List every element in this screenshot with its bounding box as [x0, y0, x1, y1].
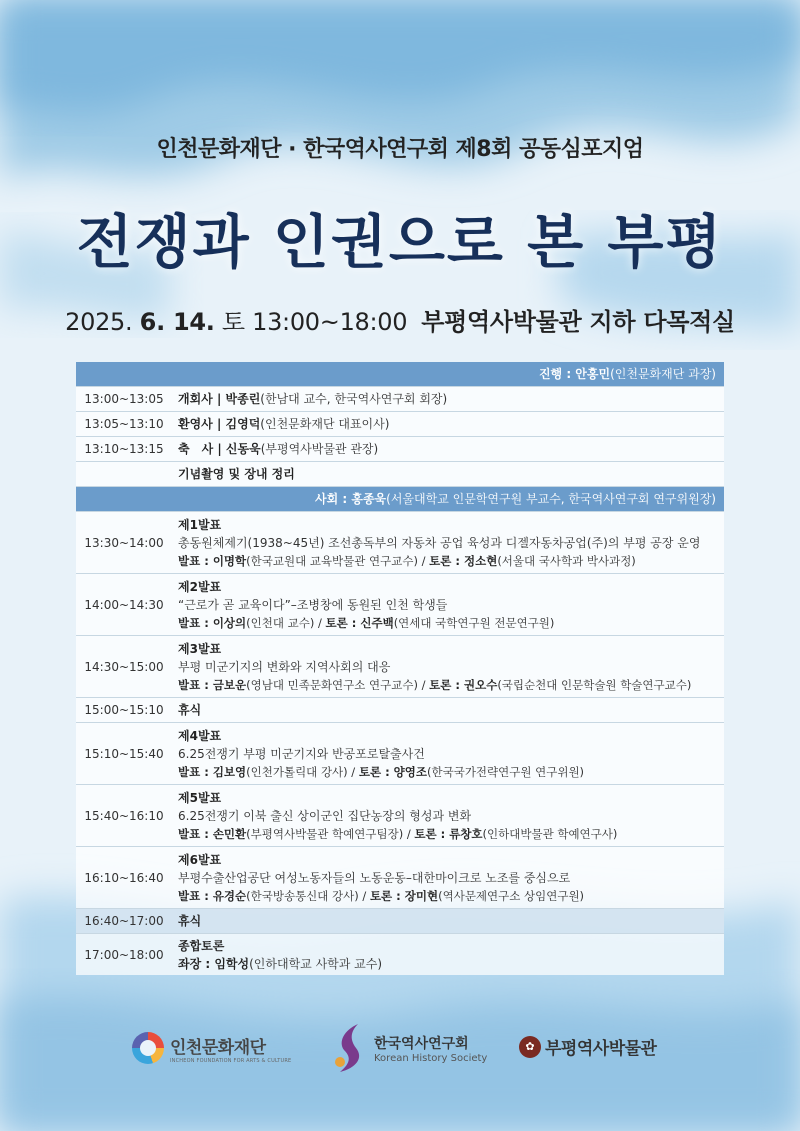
- session-label: 제4발표: [178, 728, 222, 743]
- table-row: 14:00~14:30 제2발표 “근로가 곧 교육이다”–조병창에 동원된 인천 학생들 발표 : 이상의(인천대 교수) / 토론 : 신주백(연세대 국학연구원 전문연구원): [76, 574, 724, 636]
- row-time: 13:10~13:15: [84, 442, 164, 456]
- closing-row: [76, 934, 724, 975]
- break-row: [76, 909, 724, 934]
- break-label: 휴식: [178, 914, 202, 928]
- discussant-note: (국립순천대 인문학술원 학술연구교수): [497, 677, 692, 692]
- session-label: 제3발표: [178, 641, 222, 656]
- museum-name: 부평역사박물관: [545, 1039, 657, 1059]
- session-label: 제2발표: [178, 579, 222, 594]
- row-role: 기념촬영 및 장내 정리: [178, 467, 295, 481]
- moderator-note: (인천문화재단 과장): [610, 367, 716, 381]
- row-time: 13:05~13:10: [84, 417, 164, 431]
- date-bold: 6. 14.: [139, 308, 215, 336]
- discussant: 토론 : 류창호: [414, 826, 483, 841]
- event-subtitle: 인천문화재단 · 한국역사연구회 제8회 공동심포지엄: [156, 137, 644, 162]
- khs-logo: [330, 1022, 487, 1074]
- event-dateline: [0, 302, 800, 337]
- row-time: 15:00~15:10: [84, 703, 164, 717]
- session-topic: 6.25전쟁기 이북 출신 상이군인 집단농장의 형성과 변화: [178, 808, 472, 823]
- venue: 부평역사박물관 지하 다목적실: [421, 308, 735, 336]
- presenter-note: (인천가톨릭대 강사): [246, 764, 348, 779]
- table-row: [76, 412, 724, 437]
- presenter: 발표 : 이상의: [178, 615, 247, 630]
- row-note: (한남대 교수, 한국역사연구회 회장): [260, 392, 448, 406]
- sponsor-logos: [0, 1022, 800, 1082]
- discussant-note: (인하대박물관 학예연구사): [482, 826, 618, 841]
- row-time: 13:00~13:05: [84, 392, 164, 406]
- session-label: 제1발표: [178, 517, 222, 532]
- date-prefix: 2025.: [65, 308, 140, 336]
- row-role: 축 사 | 신동욱: [178, 442, 261, 456]
- table-row: [76, 387, 724, 412]
- discussant-note: (연세대 국학연구원 전문연구원): [393, 615, 555, 630]
- khs-name: 한국역사연구회: [374, 1035, 469, 1052]
- table-row: [76, 437, 724, 462]
- table-row: 15:40~16:10 제5발표 6.25전쟁기 이북 출신 상이군인 집단농장의 형성과 변화 발표 : 손민환(부평역사박물관 학예연구팀장) / 토론 : 류창호(인하대박물관 학예연구사): [76, 785, 724, 847]
- discussant-note: (서울대 국사학과 박사과정): [497, 553, 636, 568]
- table-row: 13:30~14:00 제1발표 총동원체제기(1938~45년) 조선총독부의 자동차 공업 육성과 디젤자동차공업(주)의 부평 공장 운영 발표 : 이명학(한국교원대 교육박물관 연구교수) / 토론 : 정소현(서울대 국사학과 박사과정): [76, 512, 724, 574]
- presenter-note: (한국교원대 교육박물관 연구교수): [246, 553, 418, 568]
- session-label: 제6발표: [178, 852, 222, 867]
- presenter: 발표 : 유경순: [178, 888, 247, 903]
- discussant: 토론 : 권오수: [429, 677, 498, 692]
- chair-note: (인하대학교 사학과 교수): [249, 956, 383, 971]
- presenter: 발표 : 금보운: [178, 677, 247, 692]
- session-topic: 부평수출산업공단 여성노동자들의 노동운동–대한마이크로 노조를 중심으로: [178, 870, 571, 885]
- session-topic: 부평 미군기지의 변화와 지역사회의 대응: [178, 659, 391, 674]
- moderator-label: 사회 : 홍종욱: [315, 492, 387, 506]
- break-row: [76, 698, 724, 723]
- moderator-label: 진행 : 안홍민: [538, 367, 611, 381]
- discussant-note: (한국국가전략연구원 연구위원): [427, 764, 585, 779]
- table-row: [76, 462, 724, 487]
- khs-mark-icon: [330, 1022, 370, 1074]
- museum-mark-icon: ✿: [519, 1036, 541, 1058]
- discussant: 토론 : 장미현: [369, 888, 439, 903]
- chair: 좌장 : 임학성: [178, 956, 250, 971]
- session-topic: 6.25전쟁기 부평 미군기지와 반공포로탈출사건: [178, 746, 425, 761]
- ifac-mark-icon: [132, 1032, 164, 1064]
- moderator-note: (서울대학교 인문학연구원 부교수, 한국역사연구회 연구위원장): [386, 492, 716, 506]
- session-topic: “근로가 곧 교육이다”–조병창에 동원된 인천 학생들: [178, 597, 448, 612]
- row-time: 13:30~14:00: [84, 535, 164, 550]
- row-time: 17:00~18:00: [84, 947, 164, 962]
- moderator-row: [76, 487, 724, 512]
- discussant-note: (역사문제연구소 상임연구원): [438, 888, 585, 903]
- break-label: 휴식: [178, 703, 202, 717]
- moderator-row: [76, 362, 724, 387]
- presenter-note: (영남대 민족문화연구소 연구교수): [246, 677, 418, 692]
- row-time: 14:00~14:30: [84, 597, 164, 612]
- table-row: 14:30~15:00 제3발표 부평 미군기지의 변화와 지역사회의 대응 발표 : 금보운(영남대 민족문화연구소 연구교수) / 토론 : 권오수(국립순천대 인문학술원 학술연구교수): [76, 636, 724, 698]
- ifac-logo: [132, 1032, 291, 1064]
- table-row: 16:10~16:40 제6발표 부평수출산업공단 여성노동자들의 노동운동–대한마이크로 노조를 중심으로 발표 : 유경순(한국방송통신대 강사) / 토론 : 장미현(역사문제연구소 상임연구원): [76, 847, 724, 909]
- row-note: (인천문화재단 대표이사): [260, 417, 390, 431]
- khs-name-en: Korean History Society: [374, 1052, 488, 1064]
- row-time: 16:40~17:00: [84, 914, 164, 928]
- presenter-note: (한국방송통신대 강사): [246, 888, 359, 903]
- presenter: 발표 : 김보영: [178, 764, 247, 779]
- presenter-note: (인천대 교수): [246, 615, 315, 630]
- presenter-note: (부평역사박물관 학예연구팀장): [246, 826, 404, 841]
- discussant: 토론 : 정소현: [429, 553, 498, 568]
- discussant: 토론 : 양영조: [358, 764, 427, 779]
- discussant: 토론 : 신주백: [325, 615, 394, 630]
- row-time: 16:10~16:40: [84, 870, 164, 885]
- closing-label: 종합토론: [178, 938, 225, 953]
- event-title: 전쟁과 인권으로 본 부평: [76, 208, 724, 276]
- session-topic: 총동원체제기(1938~45년) 조선총독부의 자동차 공업 육성과 디젤자동차공업(주)의 부평 공장 운영: [178, 535, 701, 550]
- row-role: 환영사 | 김영덕: [178, 417, 261, 431]
- presenter: 발표 : 손민환: [178, 826, 247, 841]
- row-role: 개회사 | 박종린: [178, 392, 261, 406]
- row-time: 15:40~16:10: [84, 808, 164, 823]
- ifac-name-en: INCHEON FOUNDATION FOR ARTS & CULTURE: [170, 1057, 292, 1064]
- table-row: 15:10~15:40 제4발표 6.25전쟁기 부평 미군기지와 반공포로탈출사건 발표 : 김보영(인천가톨릭대 강사) / 토론 : 양영조(한국국가전략연구원 연구위원): [76, 723, 724, 785]
- session-label: 제5발표: [178, 790, 222, 805]
- schedule-table: [76, 362, 724, 975]
- museum-logo: [519, 1034, 656, 1059]
- ifac-name: 인천문화재단: [170, 1037, 266, 1058]
- row-time: 14:30~15:00: [84, 659, 164, 674]
- day-time: 토 13:00~18:00: [214, 308, 408, 336]
- row-time: 15:10~15:40: [84, 746, 164, 761]
- presenter: 발표 : 이명학: [178, 553, 247, 568]
- row-note: (부평역사박물관 관장): [260, 442, 379, 456]
